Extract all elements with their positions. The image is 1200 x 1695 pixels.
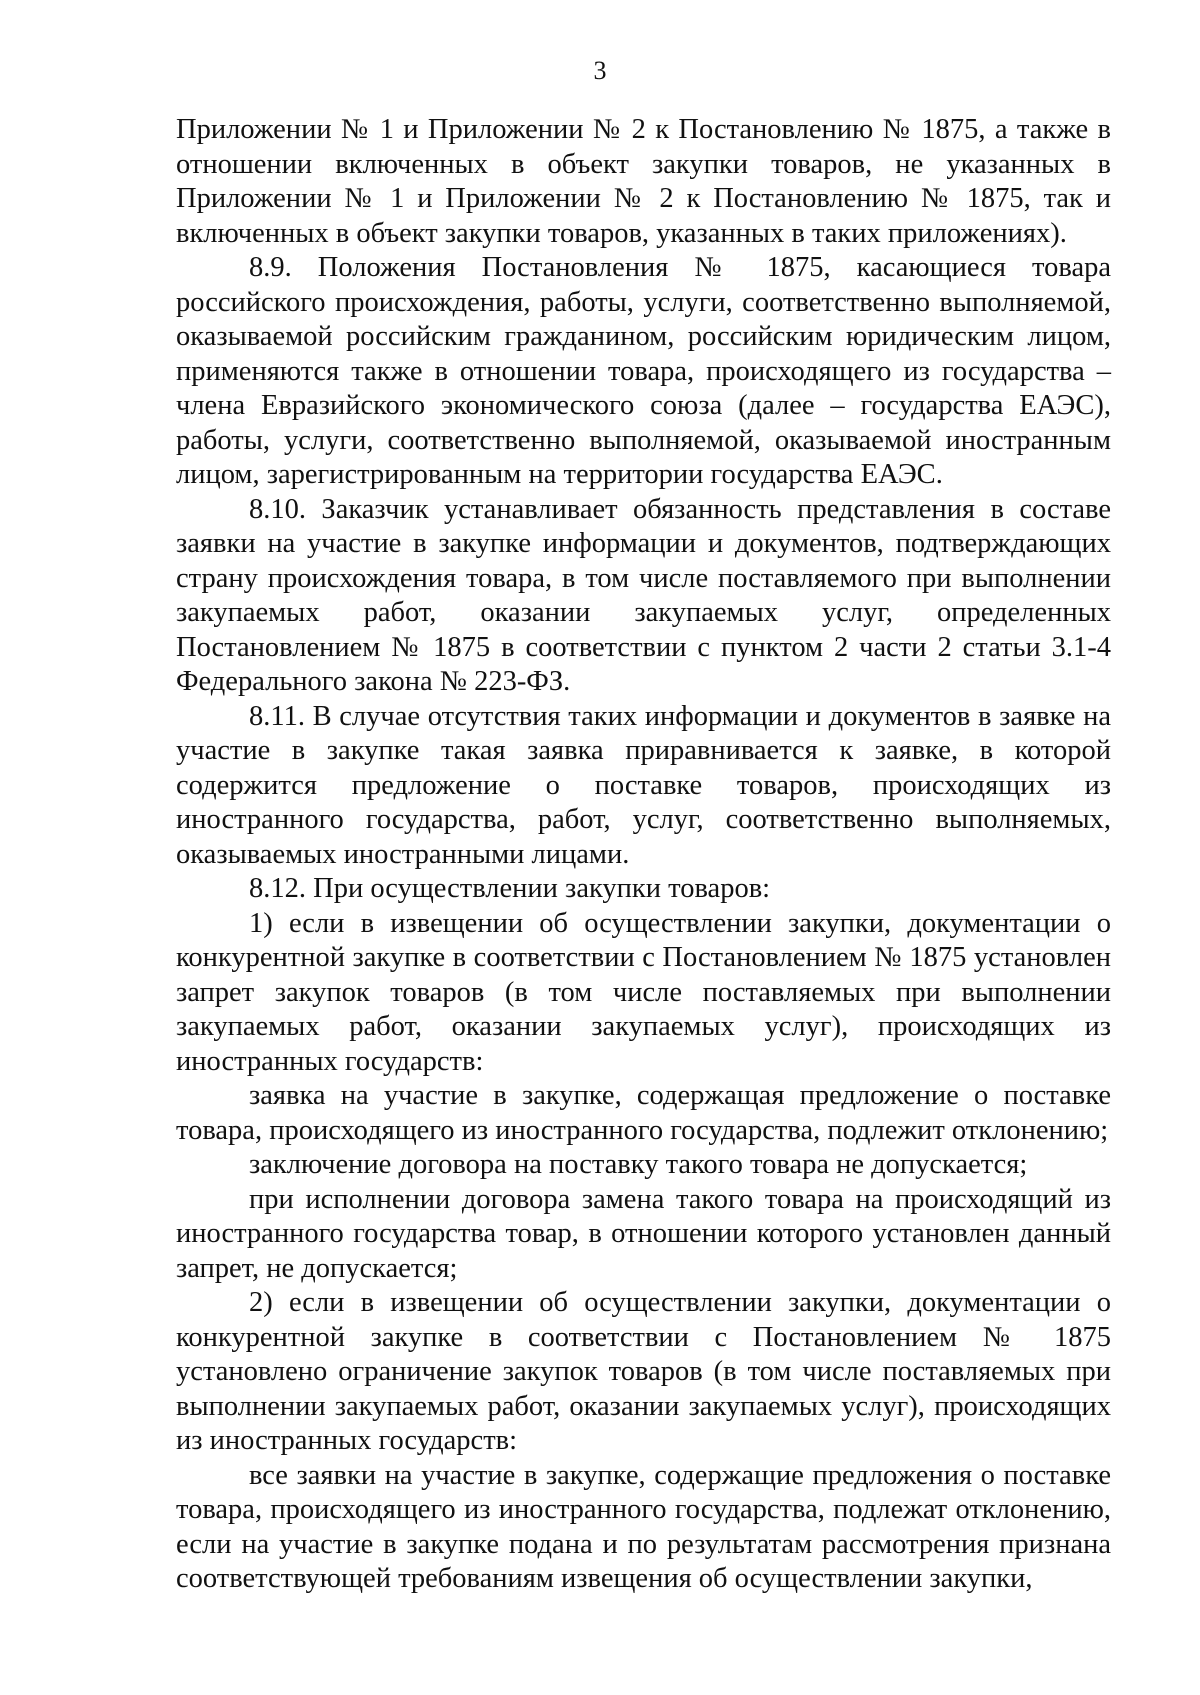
paragraph-8-12-item-2: 2) если в извещении об осуществлении закупки, документации о конкурентной закупке в соответствии с Постановлением № 1875 установлено ограничение закупок товаров (в том числе поставляемых при выполнении закупаемых работ, оказании закупаемых услуг), происходящих из иностранных государств: [176, 1287, 1111, 1456]
paragraph-8-11: 8.11. В случае отсутствия таких информации и документов в заявке на участие в закупке такая заявка приравнивается к заявке, в которой содержится предложение о поставке товаров, происходящих из иностранного государства, работ, услуг, соответственно выполняемых, оказываемых иностранными лицами. [176, 700, 1111, 870]
paragraph-8-10: 8.10. Заказчик устанавливает обязанность представления в составе заявки на участие в закупке информации и документов, подтверждающих страну происхождения товара, в том числе поставляемого при выполнении закупаемых работ, оказании закупаемых услуг, определенных Постановлением № 1875 в соответствии с пунктом 2 части 2 статьи 3.1-4 Федерального закона № 223-ФЗ. [176, 493, 1111, 697]
page-number: 3 [593, 56, 607, 85]
paragraph-item-1-replacement: при исполнении договора замена такого товара на происходящий из иностранного государства товар, в отношении которого установлен данный запрет, не допускается; [176, 1183, 1111, 1284]
paragraph-8-12: 8.12. При осуществлении закупки товаров: [249, 873, 771, 904]
paragraph-item-1-rejection: заявка на участие в закупке, содержащая предложение о поставке товара, происходящего из иностранного государства, подлежит отклонению; [176, 1080, 1111, 1146]
paragraph-item-1-contract: заключение договора на поставку такого товара не допускается; [249, 1149, 1028, 1180]
paragraph-continuation: Приложении № 1 и Приложении № 2 к Постановлению № 1875, а также в отношении включенных в объект закупки товаров, не указанных в Приложении № 1 и Приложении № 2 к Постановлению № 1875, так и включенных в объект закупки товаров, указанных в таких приложениях). [176, 114, 1111, 249]
paragraph-8-12-item-1: 1) если в извещении об осуществлении закупки, документации о конкурентной закупке в соответствии с Постановлением № 1875 установлен запрет закупок товаров (в том числе поставляемых при выполнении закупаемых работ, оказании закупаемых услуг), происходящих из иностранных государств: [176, 907, 1111, 1077]
paragraph-item-2-rejection: все заявки на участие в закупке, содержащие предложения о поставке товара, происходящего из иностранного государства, подлежат отклонению, если на участие в закупке подана и по результатам рассмотрения признана соответствующей требованиям извещения об осуществлении закупки, [176, 1459, 1111, 1594]
paragraph-8-9: 8.9. Положения Постановления № 1875, касающиеся товара российского происхождения, работы, услуги, соответственно выполняемой, оказываемой российским гражданином, российским юридическим лицом, применяются также в отношении товара, происходящего из государства – члена Евразийского экономического союза (далее – государства ЕАЭС), работы, услуги, соответственно выполняемой, оказываемой иностранным лицом, зарегистрированным на территории государства ЕАЭС. [176, 252, 1111, 490]
document-body [176, 113, 1111, 1597]
